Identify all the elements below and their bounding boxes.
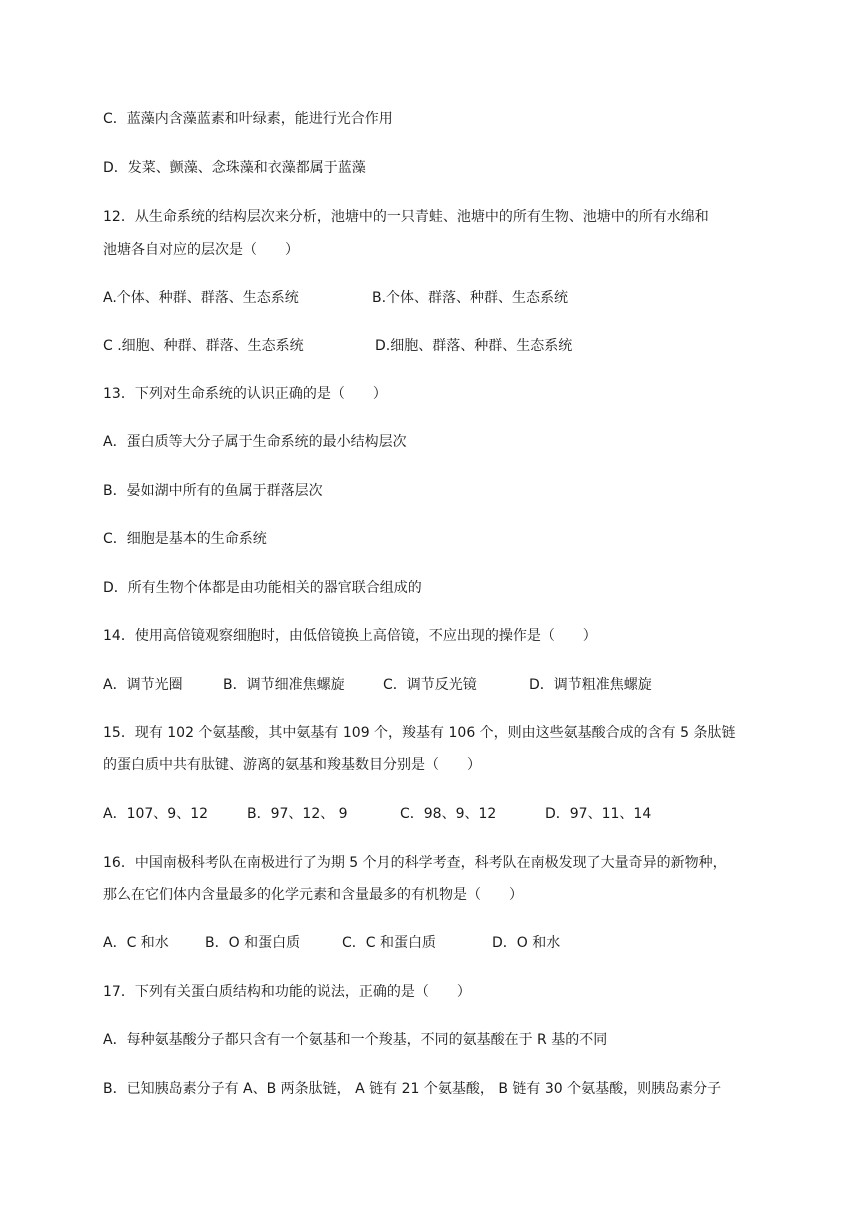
q12-option-d: D.细胞、群落、种群、生态系统: [375, 338, 573, 354]
q13-option-c: C．细胞是基本的生命系统: [103, 531, 267, 547]
q12-stem-line-2: 池塘各自对应的层次是（ ）: [103, 242, 299, 258]
q15-stem-line-2: 的蛋白质中共有肽键、游离的氨基和羧基数目分别是（ ）: [103, 757, 481, 773]
q11-option-c: C．蓝藻内含藻蓝素和叶绿素，能进行光合作用: [103, 111, 393, 127]
q12-stem-line-1: 12．从生命系统的结构层次来分析，池塘中的一只青蛙、池塘中的所有生物、池塘中的所有水绵和: [103, 209, 709, 225]
q17-option-a: A．每种氨基酸分子都只含有一个氨基和一个羧基，不同的氨基酸在于 R 基的不同: [103, 1032, 608, 1048]
q14-option-a: A．调节光圈: [103, 677, 183, 693]
q11-option-d: D．发菜、颤藻、念珠藻和衣藻都属于蓝藻: [103, 160, 366, 176]
q16-option-d: D．O 和水: [492, 935, 561, 951]
q13-stem: 13．下列对生命系统的认识正确的是（ ）: [103, 386, 387, 402]
q13-option-a: A．蛋白质等大分子属于生命系统的最小结构层次: [103, 434, 407, 450]
q14-option-c: C．调节反光镜: [383, 677, 477, 693]
q12-option-b: B.个体、群落、种群、生态系统: [372, 290, 569, 306]
q16-option-b: B．O 和蛋白质: [205, 935, 301, 951]
q17-stem: 17．下列有关蛋白质结构和功能的说法，正确的是（ ）: [103, 984, 471, 1000]
q15-option-a: A．107、9、12: [103, 806, 209, 822]
q15-option-c: C．98、9、12: [400, 806, 497, 822]
q16-stem-line-1: 16．中国南极科考队在南极进行了为期 5 个月的科学考查，科考队在南极发现了大量奇异的新物种，: [103, 855, 727, 871]
q15-option-d: D．97、11、14: [545, 806, 652, 822]
q13-option-d: D．所有生物个体都是由功能相关的器官联合组成的: [103, 580, 422, 596]
q16-option-c: C．C 和蛋白质: [342, 935, 437, 951]
q14-option-d: D．调节粗准焦螺旋: [529, 677, 652, 693]
q15-stem-line-1: 15．现有 102 个氨基酸，其中氨基有 109 个，羧基有 106 个，则由这些氨基酸合成的含有 5 条肽链: [103, 725, 736, 741]
q12-option-c: C .细胞、种群、群落、生态系统: [103, 338, 304, 354]
q13-option-b: B．晏如湖中所有的鱼属于群落层次: [103, 483, 323, 499]
q15-option-b: B．97、12、 9: [247, 806, 348, 822]
q14-stem: 14．使用高倍镜观察细胞时，由低倍镜换上高倍镜，不应出现的操作是（ ）: [103, 628, 597, 644]
q14-option-b: B．调节细准焦螺旋: [223, 677, 345, 693]
q16-stem-line-2: 那么在它们体内含量最多的化学元素和含量最多的有机物是（ ）: [103, 887, 523, 903]
q16-option-a: A．C 和水: [103, 935, 169, 951]
q12-option-a: A.个体、种群、群落、生态系统: [103, 290, 299, 306]
q17-option-b: B．已知胰岛素分子有 A、B 两条肽链， A 链有 21 个氨基酸， B 链有 30 个氨基酸，则胰岛素分子: [103, 1081, 722, 1097]
